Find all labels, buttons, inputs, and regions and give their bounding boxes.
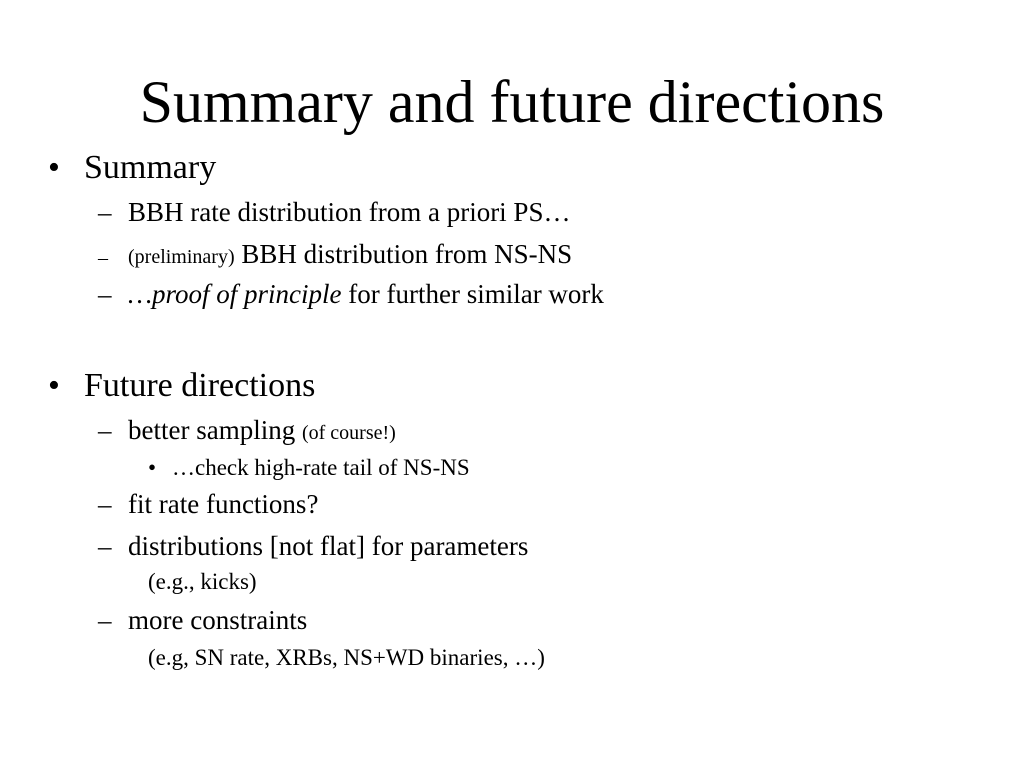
summary-item-text: [128, 238, 572, 273]
future-item-text: fit rate functions?: [128, 489, 319, 519]
bullet-mark: •: [48, 149, 60, 186]
future-heading: Future directions: [84, 367, 316, 404]
future-item-aside: (of course!): [301, 422, 396, 444]
dash-mark: –: [98, 197, 112, 227]
proof-of-principle-text: …proof of principle: [128, 279, 342, 309]
future-item-text: [128, 414, 396, 449]
summary-item-main: for further similar work: [341, 279, 604, 309]
dash-mark: –: [98, 531, 112, 561]
bullet-mark: •: [48, 367, 60, 404]
future-item-text: more constraints: [128, 605, 308, 635]
bullet-mark: •: [148, 455, 157, 480]
dash-mark: –: [98, 279, 112, 309]
dash-mark: –: [98, 489, 112, 519]
future-item-continuation: (e.g., kicks): [148, 569, 257, 594]
future-item-continuation: (e.g, SN rate, XRBs, NS+WD binaries, …): [148, 645, 545, 670]
dash-mark: –: [98, 247, 108, 269]
preliminary-label: (preliminary): [128, 246, 235, 268]
future-item-main: better sampling: [128, 415, 302, 445]
dash-mark: –: [98, 415, 112, 445]
summary-item-text: BBH rate distribution from a priori PS…: [128, 197, 571, 227]
future-item-text: distributions [not flat] for parameters: [128, 531, 529, 561]
future-subitem-text: …check high-rate tail of NS-NS: [172, 455, 470, 480]
summary-item-main: BBH distribution from NS-NS: [234, 239, 573, 269]
dash-mark: –: [98, 605, 112, 635]
slide-title: Summary and future directions: [139, 69, 885, 135]
summary-item-text: [128, 278, 604, 310]
summary-heading: Summary: [84, 149, 217, 186]
